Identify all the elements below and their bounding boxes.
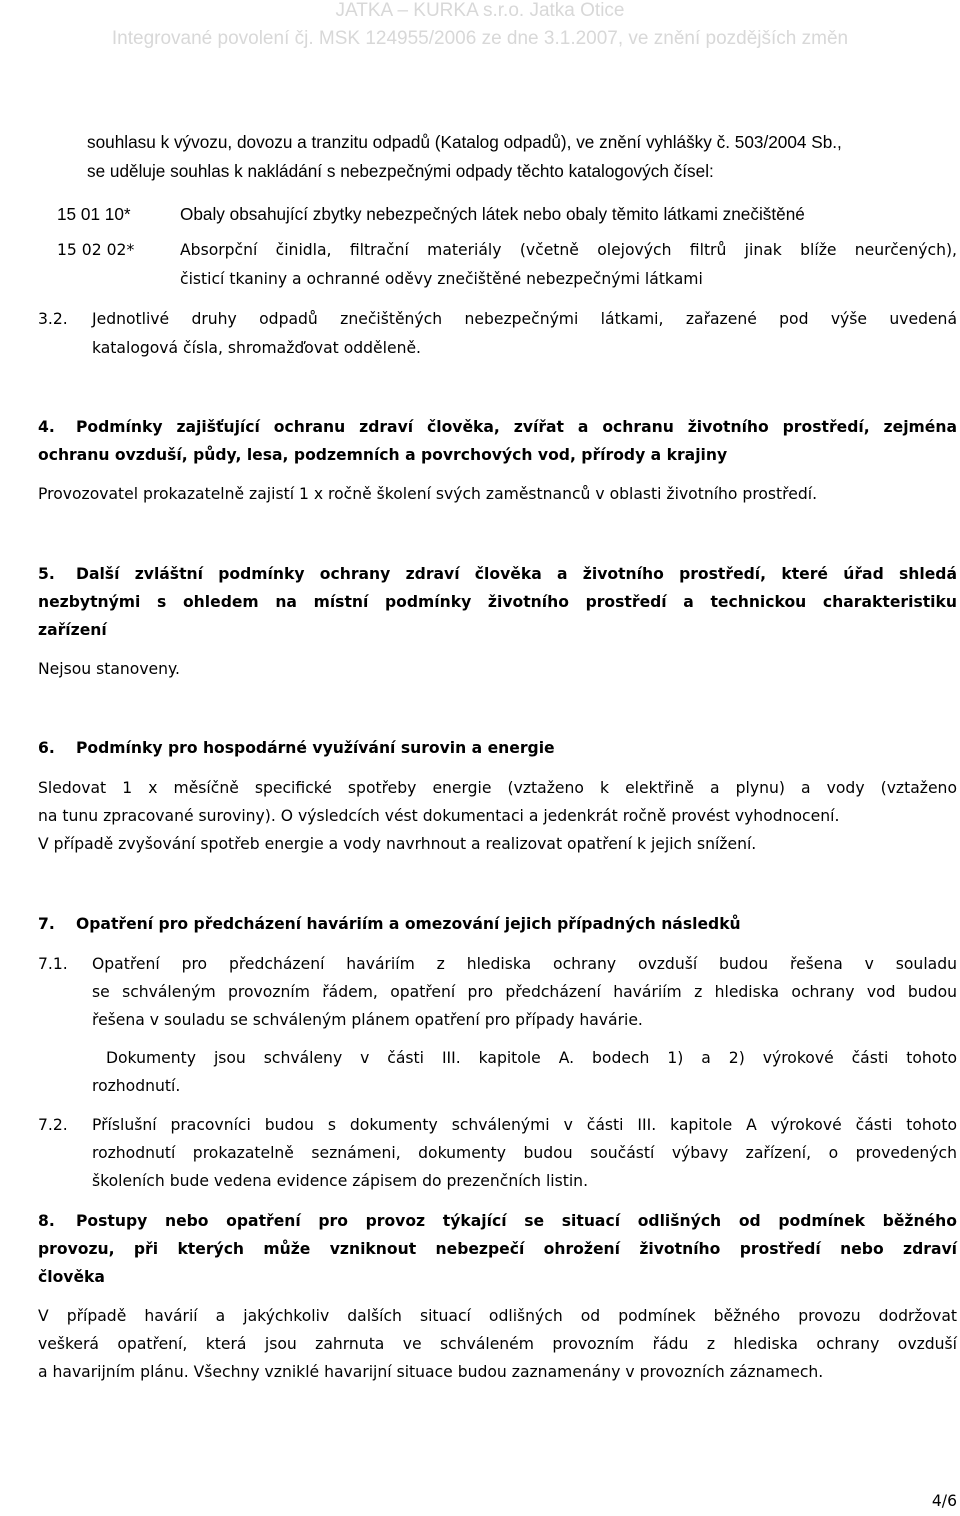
paragraph-line: na tunu zpracované suroviny). O výsledcích vést dokumentaci a jedenkrát ročně provést vyhodnocení. xyxy=(38,807,840,825)
section-title: Podmínky pro hospodárné využívání surovin a energie xyxy=(76,739,555,757)
paragraph-line: Nejsou stanoveny. xyxy=(38,660,180,678)
header-permit: Integrované povolení čj. MSK 124955/2006 ze dne 3.1.2007, ve znění pozdějších změn xyxy=(111,28,849,49)
section-number: 4. xyxy=(38,418,55,436)
section-number: 3.2. xyxy=(38,310,68,328)
section-title xyxy=(38,413,957,442)
section-title-text: Další zvláštní podmínky ochrany zdraví člověka a životního prostředí, které úřad shledá xyxy=(76,565,957,583)
header-company: JATKA – KURKA s.r.o. Jatka Otice xyxy=(335,0,625,21)
section-title-text: Podmínky zajišťující ochranu zdraví člověka, zvířat a ochranu životního prostředí, zejména xyxy=(76,418,957,436)
section-title xyxy=(38,560,957,589)
paragraph-line: rozhodnutí prokazatelně seznámeni, dokumenty budou součástí výbavy zařízení, o provedených xyxy=(92,1144,957,1162)
subsection-number: 7.2. xyxy=(38,1116,68,1134)
section-title: nezbytnými s ohledem na místní podmínky životního prostředí a technickou charakteristiku xyxy=(38,593,957,611)
section-number: 8. xyxy=(38,1212,55,1230)
section-number: 7. xyxy=(38,915,55,933)
paragraph-line: Provozovatel prokazatelně zajistí 1 x ročně školení svých zaměstnanců v oblasti životního prostředí. xyxy=(38,485,818,503)
paragraph-line: Dokumenty jsou schváleny v části III. kapitole A. bodech 1) a 2) výrokové části tohoto xyxy=(106,1049,957,1067)
paragraph-line: a havarijním plánu. Všechny vzniklé havarijní situace budou zaznamenány v provozních záznamech. xyxy=(38,1363,824,1381)
paragraph-line: V případě havárií a jakýchkoliv dalších situací odlišných od podmínek běžného provozu dodržovat xyxy=(38,1307,957,1325)
intro-line-1: souhlasu k vývozu, dovozu a tranzitu odpadů (Katalog odpadů), ve znění vyhlášky č. 503/2004 Sb., xyxy=(87,132,842,152)
intro-line-2: se uděluje souhlas k nakládání s nebezpečnými odpady těchto katalogových čísel: xyxy=(87,161,714,181)
subsection-number: 7.1. xyxy=(38,955,68,973)
waste-code: 15 01 10* xyxy=(57,204,131,224)
section-number: 5. xyxy=(38,565,55,583)
waste-description: čisticí tkaniny a ochranné oděvy znečištěné nebezpečnými látkami xyxy=(180,270,703,288)
paragraph-line: školeních bude vedena evidence zápisem do prezenčních listin. xyxy=(92,1172,589,1190)
paragraph-line: veškerá opatření, která jsou zahrnuta ve schváleném provozním řádu z hlediska ochrany ovzduší xyxy=(38,1335,957,1353)
paragraph-line: se schváleným provozním řádem, opatření pro předcházení haváriím z hlediska ochrany vod budou xyxy=(92,983,957,1001)
section-title: provozu, při kterých může vzniknout nebezpečí ohrožení životního prostředí nebo zdraví xyxy=(38,1240,957,1258)
section-title-text: Postupy nebo opatření pro provoz týkající se situací odlišných od podmínek běžného xyxy=(76,1212,957,1230)
paragraph-line: Příslušní pracovníci budou s dokumenty schválenými v části III. kapitole A výrokové části tohoto xyxy=(92,1116,957,1134)
paragraph-line: Jednotlivé druhy odpadů znečištěných nebezpečnými látkami, zařazené pod výše uvedená xyxy=(92,310,957,328)
waste-description: Absorpční činidla, filtrační materiály (včetně olejových filtrů jinak blíže neurčených), xyxy=(180,241,957,259)
page-number: 4/6 xyxy=(931,1492,957,1510)
waste-code: 15 02 02* xyxy=(57,241,135,259)
section-title: zařízení xyxy=(38,621,107,639)
section-number: 6. xyxy=(38,739,55,757)
section-title: ochranu ovzduší, půdy, lesa, podzemních a povrchových vod, přírody a krajiny xyxy=(38,446,728,464)
section-title: Opatření pro předcházení haváriím a omezování jejich případných následků xyxy=(76,915,741,933)
paragraph-line: řešena v souladu se schváleným plánem opatření pro případy havárie. xyxy=(92,1011,643,1029)
section-title: člověka xyxy=(38,1268,105,1286)
paragraph-line: V případě zvyšování spotřeb energie a vody navrhnout a realizovat opatření k jejich snížení. xyxy=(38,835,757,853)
paragraph-line: katalogová čísla, shromažďovat odděleně. xyxy=(92,339,421,357)
paragraph-line: Opatření pro předcházení haváriím z hlediska ochrany ovzduší budou řešena v souladu xyxy=(92,955,957,973)
paragraph-line: rozhodnutí. xyxy=(92,1077,181,1095)
waste-description: Obaly obsahující zbytky nebezpečných látek nebo obaly těmito látkami znečištěné xyxy=(180,204,805,224)
paragraph-line: Sledovat 1 x měsíčně specifické spotřeby energie (vztaženo k elektřině a plynu) a vody (vztaženo xyxy=(38,779,957,797)
section-title xyxy=(38,1207,957,1236)
